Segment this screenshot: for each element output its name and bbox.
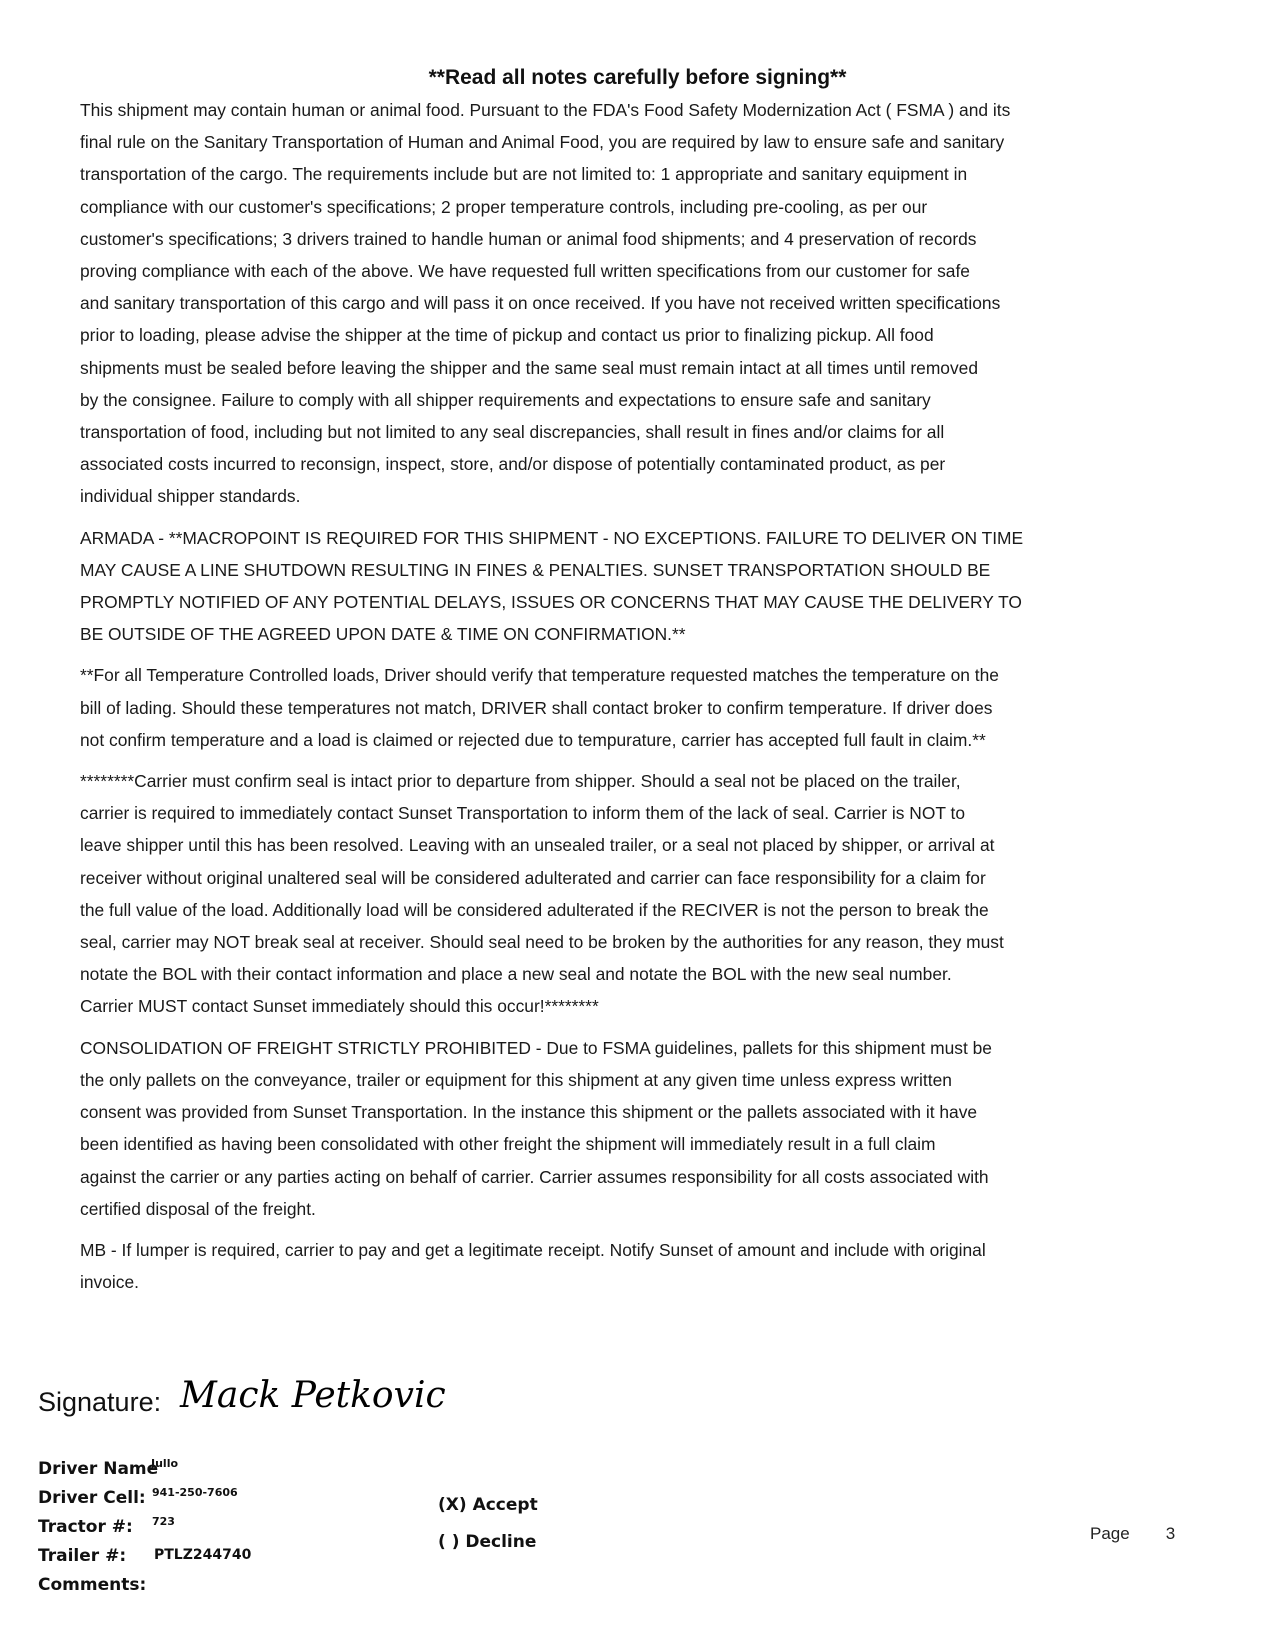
fsma-paragraph: This shipment may contain human or animal food. Pursuant to the FDA's Food Safety Modernization Act ( FSMA ) and its final rule on the Sanitary Transportation of Human and Animal Food, you are required by law to ensure safe and sanitary transportation of the cargo. The requirements include but are not limited to: 1 appropriate and sanitary equipment in compliance with our customer's specifications; 2 proper temperature controls, including pre-cooling, as per our customer's specifications; 3 drivers trained to handle human or animal food shipments; and 4 preservation of records proving compliance with each of the above. We have requested full written specifications from our customer for safe and sanitary transportation of this cargo and will pass it on once received. If you have not received written specifications prior to loading, please advise the shipper at the time of pickup and contact us prior to finalizing pickup. All food shipments must be sealed before leaving the shipper and the same seal must remain intact at all times until removed by the consignee. Failure to comply with all shipper requirements and expectations to ensure safe and sanitary transportation of food, including but not limited to any seal discrepancies, shall result in fines and/or claims for all associated costs incurred to reconsign, inspect, store, and/or dispose of potentially contaminated product, as per individual shipper standards. bbox=[80, 100, 1011, 507]
notes-body bbox=[80, 94, 1200, 1307]
accept-option: (X) Accept bbox=[438, 1495, 538, 1515]
driver-name-value: Jullo bbox=[151, 1457, 179, 1470]
seal-paragraph: ********Carrier must confirm seal is intact prior to departure from shipper. Should a seal not be placed on the trailer, carrier is required to immediately contact Sunset Transportation to inform them of the lack of seal. Carrier is NOT to leave shipper until this has been resolved. Leaving with an unsealed trailer, or a seal not placed by shipper, or arrival at receiver without original unaltered seal will be considered adulterated and carrier can face responsibility for a claim for the full value of the load. Additionally load will be considered adulterated if the RECIVER is not the person to break the seal, carrier may NOT break seal at receiver. Should seal need to be broken by the authorities for any reason, they must notate the BOL with their contact information and place a new seal and notate the BOL with the new seal number. Carrier MUST contact Sunset immediately should this occur!******** bbox=[80, 771, 1004, 1017]
tractor-label: Tractor #: bbox=[38, 1517, 133, 1537]
trailer-label: Trailer #: bbox=[38, 1546, 127, 1566]
signature-value: Mack Petkovic bbox=[180, 1375, 446, 1416]
trailer-value: PTLZ244740 bbox=[154, 1547, 252, 1563]
tractor-value: 723 bbox=[152, 1515, 175, 1528]
notes-heading: **Read all notes carefully before signing** bbox=[428, 66, 847, 89]
consolidation-paragraph: CONSOLIDATION OF FREIGHT STRICTLY PROHIBITED - Due to FSMA guidelines, pallets for this shipment must be the only pallets on the conveyance, trailer or equipment for this shipment at any given time unless express written consent was provided from Sunset Transportation. In the instance this shipment or the pallets associated with it have been identified as having been consolidated with other freight the shipment will immediately result in a full claim against the carrier or any parties acting on behalf of carrier. Carrier assumes responsibility for all costs associated with certified disposal of the freight. bbox=[80, 1037, 992, 1219]
driver-cell-value: 941-250-7606 bbox=[152, 1486, 238, 1499]
page-label: Page bbox=[1090, 1524, 1130, 1543]
signature-label: Signature: bbox=[38, 1387, 162, 1417]
temperature-paragraph: **For all Temperature Controlled loads, Driver should verify that temperature requested matches the temperature on the bill of lading. Should these temperatures not match, DRIVER shall contact broker to confirm temperature. If driver does not confirm temperature and a load is claimed or rejected due to tempurature, carrier has accepted full fault in claim.** bbox=[80, 665, 999, 750]
driver-cell-label: Driver Cell: bbox=[38, 1488, 146, 1508]
macropoint-paragraph: ARMADA - **MACROPOINT IS REQUIRED FOR THIS SHIPMENT - NO EXCEPTIONS. FAILURE TO DELIVER ON TIME MAY CAUSE A LINE SHUTDOWN RESULTING IN FINES & PENALTIES. SUNSET TRANSPORTATION SHOULD BE PROMPTLY NOTIFIED OF ANY POTENTIAL DELAYS, ISSUES OR CONCERNS THAT MAY CAUSE THE DELIVERY TO BE OUTSIDE OF THE AGREED UPON DATE & TIME ON CONFIRMATION.** bbox=[80, 527, 1024, 645]
page-number-value: 3 bbox=[1165, 1524, 1176, 1543]
page-number bbox=[1090, 1524, 1175, 1544]
comments-label: Comments: bbox=[38, 1575, 147, 1595]
decline-option: ( ) Decline bbox=[438, 1532, 537, 1552]
lumper-paragraph: MB - If lumper is required, carrier to pay and get a legitimate receipt. Notify Sunset of amount and include with original invoice. bbox=[80, 1239, 986, 1293]
driver-name-label: Driver Name bbox=[38, 1459, 159, 1479]
